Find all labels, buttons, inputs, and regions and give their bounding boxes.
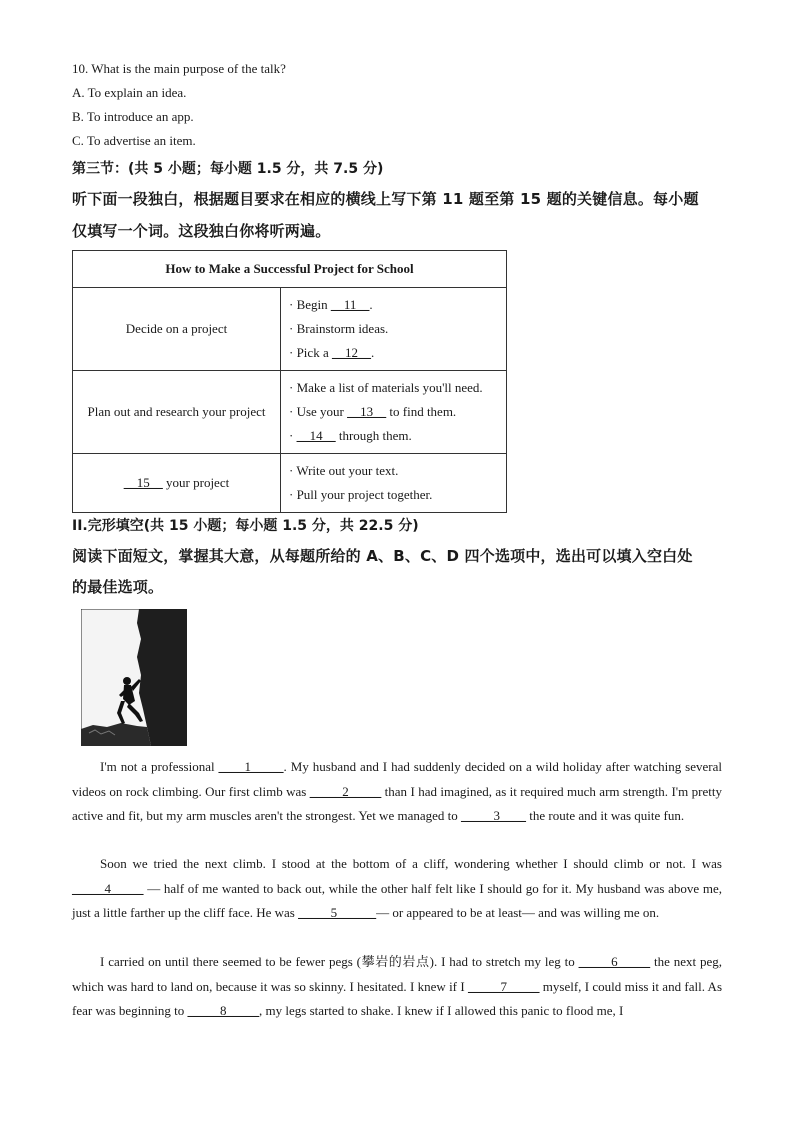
blank-14[interactable]: __14__	[296, 428, 336, 443]
blank-15[interactable]: __15__	[123, 475, 163, 490]
project-table	[72, 250, 507, 513]
option-c: C. To advertise an item.	[72, 133, 196, 148]
table-row	[73, 454, 507, 513]
passage-paragraph-1: I'm not a professional ____1_____. My husband and I had suddenly decided on a wild holiday after watching several videos on rock climbing. Our first climb was _____2_____ than I had imagined, as it required much arm strength. I'm pretty active and fit, but my arm muscles aren't the strongest. Yet we managed to _____3____ the route and it was quite fun.	[72, 759, 722, 823]
cloze-blank-2[interactable]: _____2_____	[309, 783, 382, 799]
table-row	[73, 288, 507, 371]
cloze-blank-8[interactable]: _____8_____	[187, 1003, 260, 1018]
option-a: A. To explain an idea.	[72, 85, 187, 100]
rock-climber-photo	[81, 609, 187, 746]
blank-11[interactable]: __11__	[330, 297, 370, 312]
section3-instruction-2: 仅填写一个词。这段独白你将听两遍。	[72, 222, 331, 240]
row-label: Plan out and research your project	[73, 371, 281, 454]
cloze-blank-1[interactable]: ____1_____	[218, 759, 284, 774]
passage-paragraph-2: Soon we tried the next climb. I stood at the bottom of a cliff, wondering whether I should climb or not. I was _____4_____ — half of me wanted to back out, while the other half felt like I should go for it. My husband was above me, just a little farther up the cliff face. He was _____5______— or appeared to be at least— and was willing me on.	[72, 856, 722, 920]
passage-paragraph-3: I carried on until there seemed to be fewer pegs (攀岩的岩点). I had to stretch my leg to _____6_____ the next peg, which was hard to land on, because it was so skinny. I hesitated. I knew if I _____7_____ myself, I could miss it and fall. As fear was beginning to _____8_____, my legs started to shake. I knew if I allowed this panic to flood me, I	[72, 954, 723, 1018]
part2-heading: II.完形填空(共 15 小题；每小题 1.5 分，共 22.5 分)	[72, 518, 419, 534]
part2-instruction-2: 的最佳选项。	[72, 578, 164, 596]
cloze-blank-4[interactable]: _____4_____	[72, 880, 144, 896]
cloze-blank-6[interactable]: _____6_____	[578, 954, 651, 969]
row-items: · Write out your text. · Pull your project together.	[281, 454, 507, 513]
cloze-blank-7[interactable]: _____7_____	[467, 978, 540, 994]
cloze-blank-3[interactable]: _____3____	[461, 808, 526, 823]
row-label: __15__ your project	[73, 454, 281, 513]
row-items: · Make a list of materials you'll need. · Use your __13__ to find them. · __14__ through them.	[281, 371, 507, 454]
row-items: · Begin __11__. · Brainstorm ideas. · Pick a __12__.	[281, 288, 507, 371]
section3-instruction-1: 听下面一段独白，根据题目要求在相应的横线上写下第 11 题至第 15 题的关键信息。每小题	[72, 190, 699, 208]
part2-instruction-1: 阅读下面短文，掌握其大意，从每题所给的 A、B、C、D 四个选项中，选出可以填入空白处	[72, 547, 693, 565]
option-b: B. To introduce an app.	[72, 109, 194, 124]
blank-12[interactable]: __12__	[331, 345, 371, 360]
row-label: Decide on a project	[73, 288, 281, 371]
question-10: 10. What is the main purpose of the talk?	[72, 61, 286, 76]
section3-heading: 第三节：(共 5 小题；每小题 1.5 分，共 7.5 分)	[72, 161, 384, 177]
table-title: How to Make a Successful Project for School	[73, 251, 507, 288]
blank-13[interactable]: __13__	[347, 404, 387, 419]
table-row	[73, 371, 507, 454]
cloze-blank-5[interactable]: _____5______	[298, 905, 377, 920]
